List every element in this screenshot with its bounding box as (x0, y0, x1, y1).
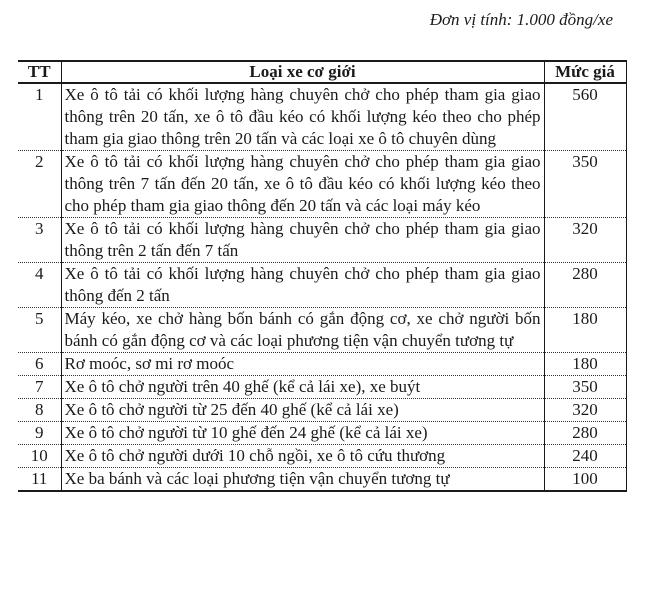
row-number: 1 (18, 83, 61, 151)
vehicle-type: Xe ô tô tải có khối lượng hàng chuyên chở cho phép tham gia giao thông đến 2 tấn (61, 263, 544, 308)
price-value: 240 (544, 445, 626, 468)
vehicle-type: Xe ô tô chở người trên 40 ghế (kể cả lái xe), xe buýt (61, 376, 544, 399)
price-value: 100 (544, 468, 626, 492)
table-row (18, 445, 626, 468)
unit-note: Đơn vị tính: 1.000 đồng/xe (429, 10, 613, 29)
vehicle-type: Xe ba bánh và các loại phương tiện vận chuyển tương tự (61, 468, 544, 492)
row-number: 4 (18, 263, 61, 308)
vehicle-type: Xe ô tô tải có khối lượng hàng chuyên chở cho phép tham gia giao thông trên 20 tấn, xe ô tô đầu kéo có khối lượng kéo theo cho phép tham gia giao thông trên 20 tấn và các loại xe ô tô chuyên dùng (61, 83, 544, 151)
row-number: 6 (18, 353, 61, 376)
table-row (18, 83, 626, 151)
row-number: 11 (18, 468, 61, 492)
price-value: 320 (544, 399, 626, 422)
row-number: 7 (18, 376, 61, 399)
table-row (18, 218, 626, 263)
price-value: 350 (544, 151, 626, 218)
table-row (18, 399, 626, 422)
vehicle-type: Xe ô tô chở người từ 10 ghế đến 24 ghế (kể cả lái xe) (61, 422, 544, 445)
table-row (18, 151, 626, 218)
price-value: 320 (544, 218, 626, 263)
row-number: 8 (18, 399, 61, 422)
vehicle-type: Rơ moóc, sơ mi rơ moóc (61, 353, 544, 376)
row-number: 10 (18, 445, 61, 468)
header-price: Mức giá (544, 61, 626, 83)
vehicle-type: Xe ô tô chở người từ 25 đến 40 ghế (kể cả lái xe) (61, 399, 544, 422)
vehicle-type: Xe ô tô tải có khối lượng hàng chuyên chở cho phép tham gia giao thông trên 7 tấn đến 20 tấn, xe ô tô đầu kéo có khối lượng kéo theo cho phép tham gia giao thông đến 20 tấn và các loại máy kéo (61, 151, 544, 218)
price-value: 280 (544, 263, 626, 308)
table-row (18, 263, 626, 308)
vehicle-type: Xe ô tô chở người dưới 10 chỗ ngồi, xe ô tô cứu thương (61, 445, 544, 468)
price-value: 180 (544, 353, 626, 376)
row-number: 5 (18, 308, 61, 353)
table-row (18, 353, 626, 376)
fee-table (18, 60, 627, 492)
row-number: 2 (18, 151, 61, 218)
price-value: 350 (544, 376, 626, 399)
vehicle-type: Xe ô tô tải có khối lượng hàng chuyên chở cho phép tham gia giao thông trên 2 tấn đến 7 tấn (61, 218, 544, 263)
price-value: 560 (544, 83, 626, 151)
table-row (18, 376, 626, 399)
header-vehicle-type: Loại xe cơ giới (61, 61, 544, 83)
table-row (18, 308, 626, 353)
row-number: 9 (18, 422, 61, 445)
table-row (18, 422, 626, 445)
vehicle-type: Máy kéo, xe chở hàng bốn bánh có gắn động cơ, xe chở người bốn bánh có gắn động cơ và các loại phương tiện vận chuyển tương tự (61, 308, 544, 353)
header-tt: TT (18, 61, 61, 83)
price-value: 180 (544, 308, 626, 353)
table-row (18, 468, 626, 492)
table-header-row (18, 61, 626, 83)
row-number: 3 (18, 218, 61, 263)
price-value: 280 (544, 422, 626, 445)
